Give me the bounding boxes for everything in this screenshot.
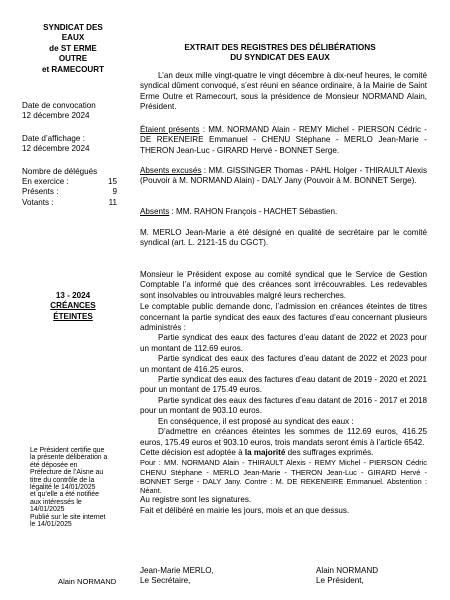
adoption-post: des suffrages exprimés.: [285, 447, 374, 457]
vote-detail: Pour : MM. NORMAND Alain - THIRAULT Alexis - REMY Michel - PIERSON Cédric CHENU Stéphane - MERLO Jean-Marie - THERON Jean-Luc - GIRARD Hervé - BONNET Serge - DALY Jany. Contre : M. DE REKENEIRE Emmanuel. Abstention : Néant.: [140, 458, 427, 495]
syndicat-line: SYNDICAT DES: [43, 23, 103, 32]
president-role: Le Président,: [316, 576, 364, 586]
affichage-label: Date d’affichage :: [22, 134, 85, 143]
affichage-value: 12 décembre 2024: [22, 144, 90, 154]
item-paragraph: Partie syndicat des eaux des factures d’eau datant de 2022 et 2023 pour un montant de 112.69 euros.: [140, 333, 427, 353]
certification-line: titre du contrôle de la: [30, 476, 95, 484]
certification-line: Le Président certifie que: [30, 447, 105, 454]
count-row: [22, 198, 124, 208]
demande-paragraph: Le comptable public demande donc, l’admission en créances éteintes de titres concernant la partie syndicat des eaux des factures d’eau concernant plusieurs administrés :: [140, 302, 427, 333]
subject-line: CRÉANCES: [50, 301, 96, 311]
adoption-majority: la majorité: [244, 447, 286, 457]
title-line: DU SYNDICAT DES EAUX: [230, 53, 330, 63]
certification-line: légalité le 14/01/2025: [30, 484, 96, 492]
signature-president: [316, 566, 378, 587]
excuses-label: Absents excusés: [140, 166, 202, 175]
expose-paragraph: Monsieur le Président expose au comité syndical que le Service de Gestion Comptable l’a informé que des créances sont irrécouvrables. Les redevables sont insolvables ou introuvables malgré leurs recherches.: [140, 270, 427, 300]
consequence-paragraph: En conséquence, il est proposé au syndicat des eaux :: [158, 416, 354, 426]
mayor-name: Alain NORMAND: [58, 577, 117, 586]
absents-label: Absents: [140, 207, 170, 216]
presents-paragraph: [140, 125, 427, 156]
president-name: Alain NORMAND: [316, 566, 379, 575]
certification-line: le 14/01/2025: [30, 521, 72, 529]
document-title: [160, 43, 400, 64]
count-label: En exercice :: [22, 177, 69, 186]
session-block: [140, 71, 427, 113]
excuses-block: [140, 166, 427, 187]
certification-line: la présente délibération a: [30, 454, 108, 462]
certification-line: aux intéressés le: [30, 498, 82, 506]
convocation-label: Date de convocation: [22, 101, 96, 110]
syndicat-line: et RAMECOURT: [41, 64, 105, 74]
count-row: [22, 187, 124, 197]
excuses-paragraph: [140, 166, 427, 187]
count-value: 9: [112, 187, 117, 197]
affichage-date: [22, 134, 124, 155]
proposal-paragraph: D’admettre en créances éteintes les sommes de 112.69 euros, 416.25 euros, 175.49 euros et 903.10 euros, trois mandats seront émis à l’article 6542.: [140, 427, 427, 447]
adoption-pre: Cette décision est adoptée à: [140, 447, 245, 457]
title-line: EXTRAIT DES REGISTRES DES DÉLIBÉRATIONS: [184, 43, 376, 52]
convocation-date: [22, 101, 124, 122]
syndicat-name: [22, 23, 124, 75]
syndicat-line: de ST ERME: [49, 43, 97, 53]
absents-list: : MM. RAHON François - HACHET Sébastien.: [169, 207, 338, 216]
convocation-value: 12 décembre 2024: [22, 111, 90, 121]
signatures-line: Au registre sont les signatures.: [140, 495, 252, 505]
delegues-counts: [22, 177, 124, 208]
certification-line: et qu’elle a été notifiée: [30, 491, 99, 499]
count-label: Présents :: [22, 187, 59, 197]
attendance-block: [140, 125, 427, 156]
signature-secretaire: [140, 566, 214, 587]
absents-paragraph: [140, 207, 427, 217]
subject-line: ÉTEINTES: [53, 311, 93, 321]
deliberation-number: 13 - 2024: [55, 291, 91, 300]
count-value: 15: [107, 177, 117, 186]
secretaire-paragraph: M. MERLO Jean-Marie a été désigné en qualité de secrétaire par le comité syndical (art. L. 2121-15 du CGCT).: [140, 228, 427, 248]
certification-line: 14/01/2025: [30, 506, 65, 514]
count-label: Votants :: [22, 197, 54, 207]
count-value: 11: [108, 197, 117, 207]
secretaire-role: Le Secrétaire,: [140, 576, 191, 586]
deliberation-subject: [22, 291, 124, 322]
item-paragraph: Partie syndicat des eaux des factures d’eau datant de 2016 - 2017 et 2018 pour un montant de 903.10 euros.: [140, 395, 427, 416]
count-row: [22, 177, 124, 187]
excuses-list: : MM. GISSINGER Thomas - PAHL Holger - THIRAULT Alexis (Pouvoir à M. NORMAND Alain) - DALY Jany (Pouvoir à M. BONNET Serge).: [140, 166, 427, 186]
presents-label: Étaient présents: [140, 125, 200, 134]
certification-line: Publié sur le site internet: [30, 513, 106, 521]
item-paragraph: Partie syndicat des eaux des factures d’eau datant de 2019 - 2020 et 2021 pour un montant de 175.49 euros.: [140, 375, 427, 395]
secretaire-block: [140, 228, 427, 249]
secretaire-name: Jean-Marie MERLO,: [140, 566, 214, 575]
item-paragraph: Partie syndicat des eaux des factures d’eau datant de 2022 et 2023 pour un montant de 416.25 euros.: [140, 354, 427, 374]
absents-block: [140, 207, 427, 217]
delegues-label: Nombre de délégués: [22, 167, 98, 176]
syndicat-line: OUTRE: [58, 54, 88, 64]
adoption-paragraph: [140, 448, 427, 458]
certification-line: été déposée en: [30, 461, 78, 469]
certification-line: Préfecture de l’Aisne au: [30, 469, 104, 477]
syndicat-line: EAUX: [61, 33, 85, 43]
intro-paragraph: L’an deux mille vingt-quatre le vingt décembre à dix-neuf heures, le comité syndical dûment convoqué, s’est réuni en séance ordinaire, à la Mairie de Saint Erme Outre et Ramecourt, sous la présidence de Monsieur NORMAND Alain, Président.: [140, 71, 427, 112]
fait-line: Fait et délibéré en mairie les jours, mois et an que dessus.: [140, 505, 350, 515]
certification-note: [30, 447, 112, 528]
delegues-heading: [22, 167, 124, 177]
deliberation-body: [140, 270, 427, 516]
presents-list: : MM. NORMAND Alain - REMY Michel - PIERSON Cédric - DE REKENEIRE Emmanuel - CHENU Stéphane - MERLO Jean-Marie - THERON Jean-Luc - GIRARD Hervé - BONNET Serge.: [140, 125, 427, 155]
